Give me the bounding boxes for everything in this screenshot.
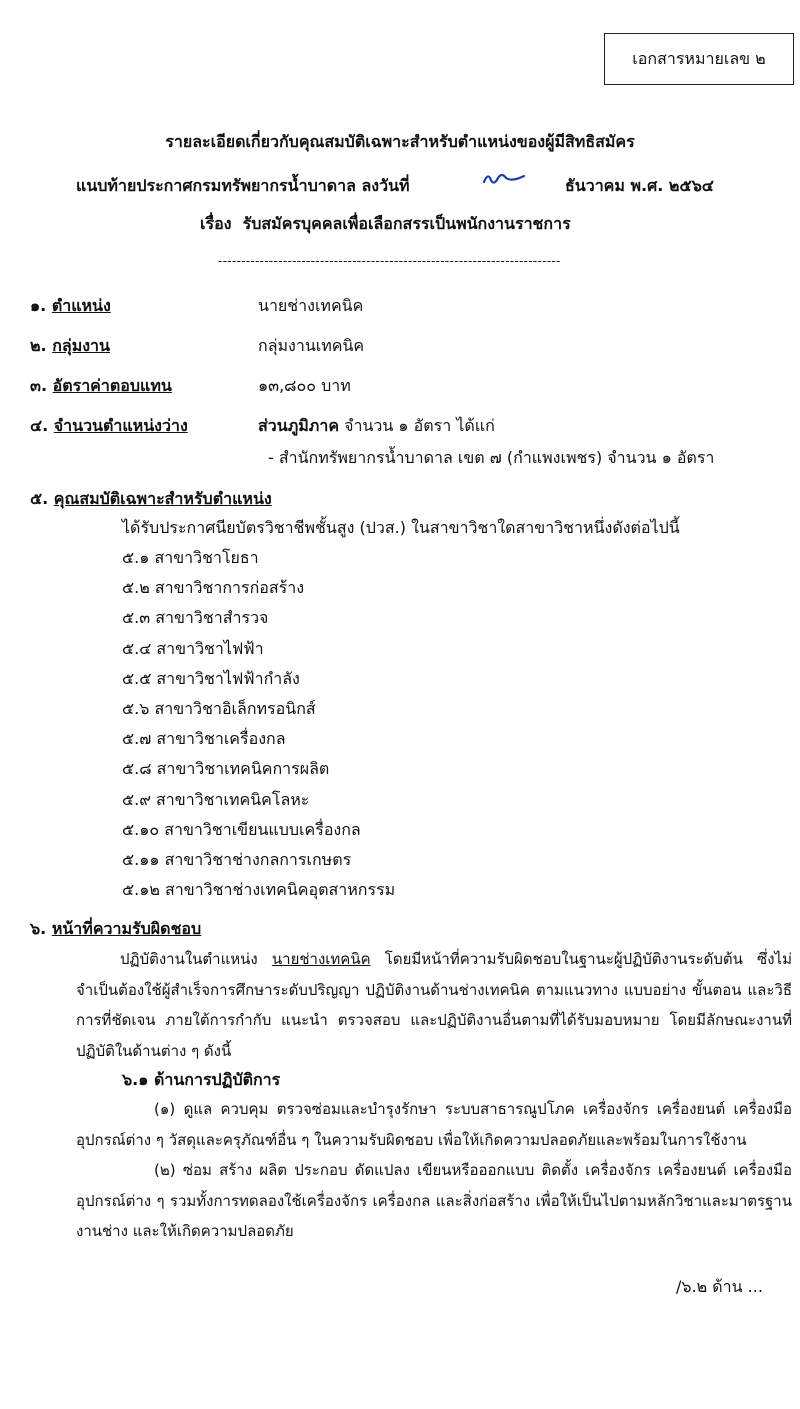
item-2-heading xyxy=(30,334,110,359)
item-2-value: กลุ่มงานเทคนิค xyxy=(258,336,365,355)
item-1-heading xyxy=(30,294,111,319)
item-1-value: นายช่างเทคนิค xyxy=(258,296,364,315)
qualification-field-item: ๕.๖ สาขาวิชาอิเล็กทรอนิกส์ xyxy=(122,699,316,718)
qualification-field-item: ๕.๑ สาขาวิชาโยธา xyxy=(122,548,259,567)
section-6-para-position: นายช่างเทคนิค xyxy=(271,950,371,968)
document-number: เอกสารหมายเลข ๒ xyxy=(632,48,766,68)
section-5-heading xyxy=(30,487,272,512)
item-3-label: อัตราค่าตอบแทน xyxy=(52,376,172,395)
qualification-field-item: ๕.๕ สาขาวิชาไฟฟ้ากำลัง xyxy=(122,668,300,688)
title-line-2-left: แนบท้ายประกาศกรมทรัพยากรน้ำบาดาล ลงวันที่ xyxy=(76,176,410,195)
section-6-title: หน้าที่ความรับผิดชอบ xyxy=(51,919,202,938)
duty-2-text: (๒) ซ่อม สร้าง ผลิต ประกอบ ดัดแปลง เขียนหรือออกแบบ ติดตั้ง เครื่องจักร เครื่องยนต์ เครื่องมือ อุปกรณ์ต่าง ๆ รวมทั้งการทดลองใช้เครื่องจักร เครื่องกล และสิ่งก่อสร้าง เพื่อให้เป็นไปตามหลักวิชาและมาตรฐานงานช่าง และให้เกิดความปลอดภัย xyxy=(76,1161,792,1240)
item-2-label: กลุ่มงาน xyxy=(52,336,110,355)
qualification-field-item: ๕.๗ สาขาวิชาเครื่องกล xyxy=(122,729,286,749)
qualification-field-item: ๕.๑๑ สาขาวิชาช่างกลการเกษตร xyxy=(122,850,352,869)
duty-2 xyxy=(76,1155,792,1247)
section-5-intro: ได้รับประกาศนียบัตรวิชาชีพชั้นสูง (ปวส.) ในสาขาวิชาใดสาขาวิชาหนึ่งดังต่อไปนี้ xyxy=(122,518,680,537)
item-4-value xyxy=(258,414,495,439)
handwritten-date-mark xyxy=(482,168,526,190)
subject-text: รับสมัครบุคคลเพื่อเลือกสรรเป็นพนักงานราชการ xyxy=(242,214,571,233)
item-4-number: ๔. xyxy=(30,416,49,435)
qualification-field-item: ๕.๙ สาขาวิชาเทคนิคโลหะ xyxy=(122,789,310,809)
divider-line: -------------------------------------------------------------------------- xyxy=(218,254,561,268)
subject-line xyxy=(200,212,571,237)
item-1-number: ๑. xyxy=(30,296,47,315)
qualification-field-item: ๕.๔ สาขาวิชาไฟฟ้า xyxy=(122,638,264,658)
qualification-field-item: ๕.๒ สาขาวิชาการก่อสร้าง xyxy=(122,578,305,598)
item-4-detail: - สำนักทรัพยากรน้ำบาดาล เขต ๗ (กำแพงเพชร) จำนวน ๑ อัตรา xyxy=(268,448,715,467)
item-4-heading xyxy=(30,414,188,439)
item-4-value-region: ส่วนภูมิภาค xyxy=(258,416,340,435)
item-2-number: ๒. xyxy=(30,336,47,355)
continuation-marker: /๖.๒ ด้าน ... xyxy=(676,1277,763,1296)
section-5-title: คุณสมบัติเฉพาะสำหรับตำแหน่ง xyxy=(53,489,272,508)
item-3-heading xyxy=(30,374,172,399)
qualification-field-item: ๕.๑๒ สาขาวิชาช่างเทคนิคอุตสาหกรรม xyxy=(122,880,396,900)
item-4-label: จำนวนตำแหน่งว่าง xyxy=(53,416,188,435)
subject-label: เรื่อง xyxy=(200,214,232,233)
duty-1-text: (๑) ดูแล ควบคุม ตรวจซ่อมและบำรุงรักษา ระบบสาธารณูปโภค เครื่องจักร เครื่องยนต์ เครื่องมืออุปกรณ์ต่าง ๆ วัสดุและครุภัณฑ์อื่น ๆ ในความรับผิดชอบ เพื่อให้เกิดความปลอดภัยและพร้อมในการใช้งาน xyxy=(76,1100,792,1149)
section-6-para-pre: ปฏิบัติงานในตำแหน่ง xyxy=(120,950,258,968)
section-6-heading xyxy=(30,917,201,942)
section-6-number: ๖. xyxy=(30,919,47,938)
qualification-field-item: ๕.๓ สาขาวิชาสำรวจ xyxy=(122,608,269,628)
section-6-para-post: โดยมีหน้าที่ความรับผิดชอบในฐานะผู้ปฏิบัติงานระดับต้น ซึ่งไม่จำเป็นต้องใช้ผู้สำเร็จการศึกษาระดับปริญญา ปฏิบัติงานด้านช่างเทคนิค ตามแนวทาง แบบอย่าง ขั้นตอน และวิธีการที่ชัดเจน ภายใต้การกำกับ แนะนำ ตรวจสอบ และปฏิบัติงานอื่นตามที่ได้รับมอบหมาย โดยมีลักษณะงานที่ปฏิบัติในด้านต่าง ๆ ดังนี้ xyxy=(76,950,792,1060)
item-1-label: ตำแหน่ง xyxy=(51,296,111,315)
document-number-box xyxy=(604,33,794,85)
section-6-1-title: ๖.๑ ด้านการปฏิบัติการ xyxy=(122,1070,281,1089)
section-6-paragraph xyxy=(76,944,792,1066)
qualification-field-item: ๕.๑๐ สาขาวิชาเขียนแบบเครื่องกล xyxy=(122,819,361,839)
item-3-number: ๓. xyxy=(30,376,48,395)
qualification-field-item: ๕.๘ สาขาวิชาเทคนิคการผลิต xyxy=(122,759,330,779)
duty-1 xyxy=(76,1094,792,1155)
title-line-1: รายละเอียดเกี่ยวกับคุณสมบัติเฉพาะสำหรับตำแหน่งของผู้มีสิทธิสมัคร xyxy=(165,132,635,151)
item-4-value-count: จำนวน ๑ อัตรา ได้แก่ xyxy=(344,416,495,435)
title-line-2-right: ธันวาคม พ.ศ. ๒๕๖๔ xyxy=(565,176,714,195)
section-5-number: ๕. xyxy=(30,489,49,508)
item-3-value: ๑๓,๘๐๐ บาท xyxy=(258,376,351,395)
